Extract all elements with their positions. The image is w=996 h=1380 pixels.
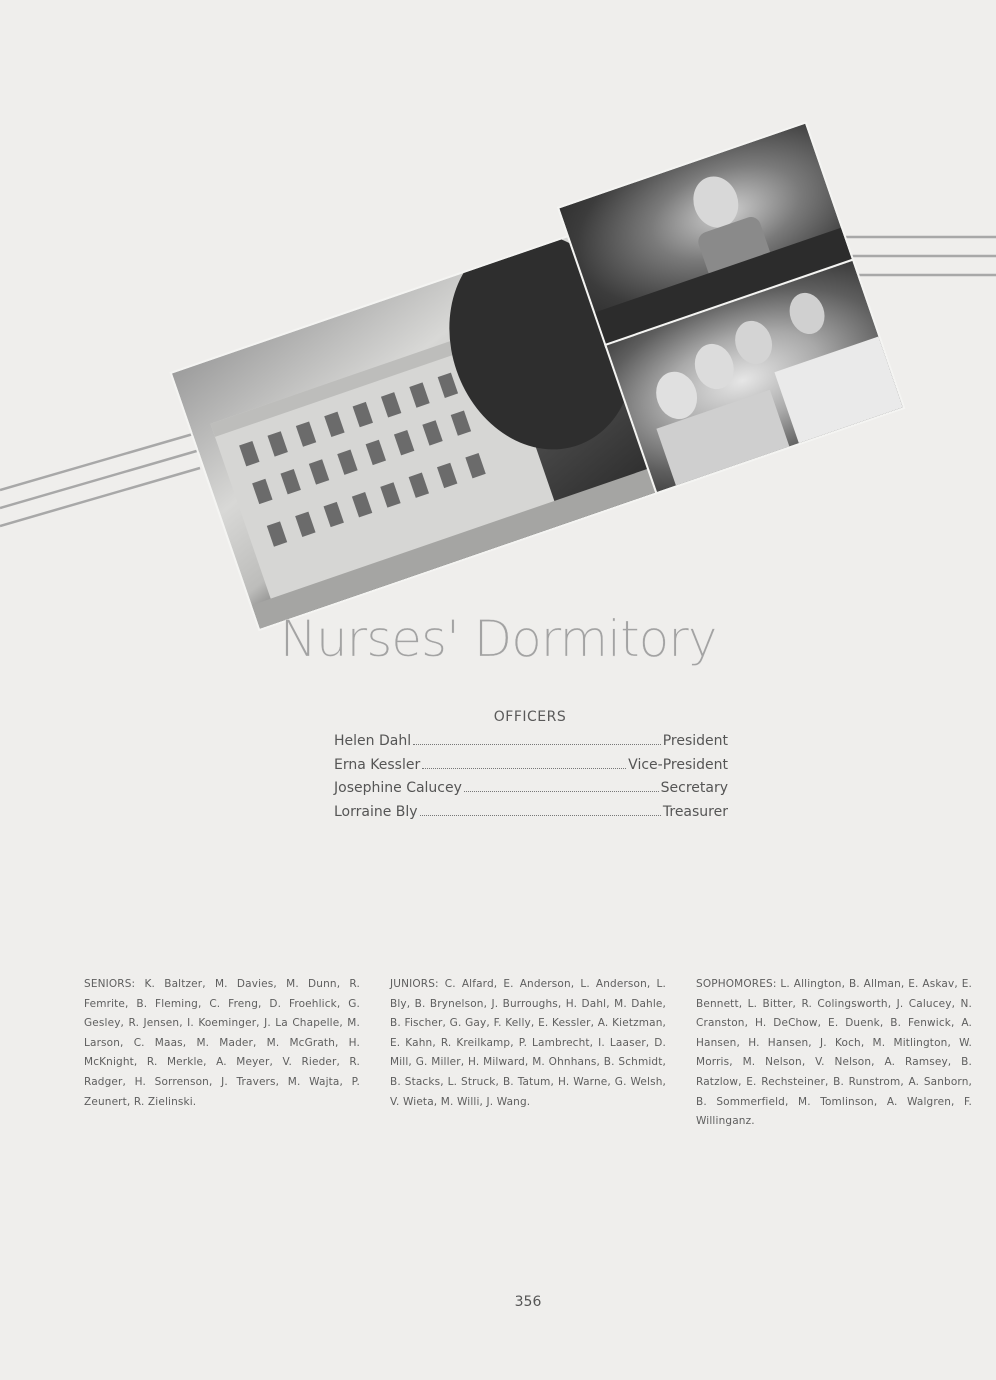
- officer-name: Lorraine Bly: [334, 803, 418, 820]
- dot-leader: [420, 814, 661, 816]
- officers-heading: OFFICERS: [493, 709, 567, 725]
- officer-role: Treasurer: [662, 803, 728, 820]
- juniors-roster: JUNIORS: C. Alfard, E. Anderson, L. Anderson, L. Bly, B. Brynelson, J. Burroughs, H. Dahl, M. Dahle, B. Fischer, G. Gay, F. Kelly, E. Kessler, A. Kietzman, E. Kahn, R. Kreilkamp, P. Lambrecht, I. Laaser, D. Mill, G. Miller, H. Milward, M. Ohnhans, B. Schmidt, B. Stacks, L. Struck, B. Tatum, H. Warne, G. Welsh, V. Wieta, M. Willi, J. Wang.: [390, 978, 666, 1108]
- seniors-roster: SENIORS: K. Baltzer, M. Davies, M. Dunn, R. Femrite, B. Fleming, C. Freng, D. Froehlick, G. Gesley, R. Jensen, I. Koeminger, J. La Chapelle, M. Larson, C. Maas, M. Mader, M. McGrath, H. McKnight, R. Merkle, A. Meyer, V. Rieder, R. Radger, H. Sorrenson, J. Travers, M. Wajta, P. Zeunert, R. Zielinski.: [84, 978, 360, 1108]
- officer-row: [334, 804, 728, 828]
- page-number: 356: [514, 1294, 542, 1310]
- officer-role: Vice-President: [628, 756, 728, 773]
- officers-list: [334, 733, 728, 827]
- page-title: Nurses' Dormitory: [279, 610, 717, 668]
- officer-name: Erna Kessler: [334, 756, 421, 773]
- dot-leader: [464, 790, 659, 792]
- officer-row: [334, 733, 728, 757]
- officer-role: President: [662, 733, 728, 749]
- sophomores-roster: SOPHOMORES: L. Allington, B. Allman, E. Askav, E. Bennett, L. Bitter, R. Colingsworth, J. Calucey, N. Cranston, H. DeChow, E. Duenk, B. Fenwick, A. Hansen, H. Hansen, J. Koch, M. Mitlington, W. Morris, M. Nelson, V. Nelson, A. Ramsey, B. Ratzlow, E. Rechsteiner, B. Runstrom, A. Sanborn, B. Sommerfield, M. Tomlinson, A. Walgren, F. Willinganz.: [696, 978, 972, 1128]
- officer-row: [334, 780, 728, 804]
- officer-name: Josephine Calucey: [334, 780, 462, 796]
- officer-name: Helen Dahl: [334, 733, 412, 749]
- officer-role: Secretary: [660, 780, 728, 796]
- dot-leader: [413, 743, 661, 745]
- dot-leader: [422, 767, 626, 769]
- officer-row: [334, 757, 728, 781]
